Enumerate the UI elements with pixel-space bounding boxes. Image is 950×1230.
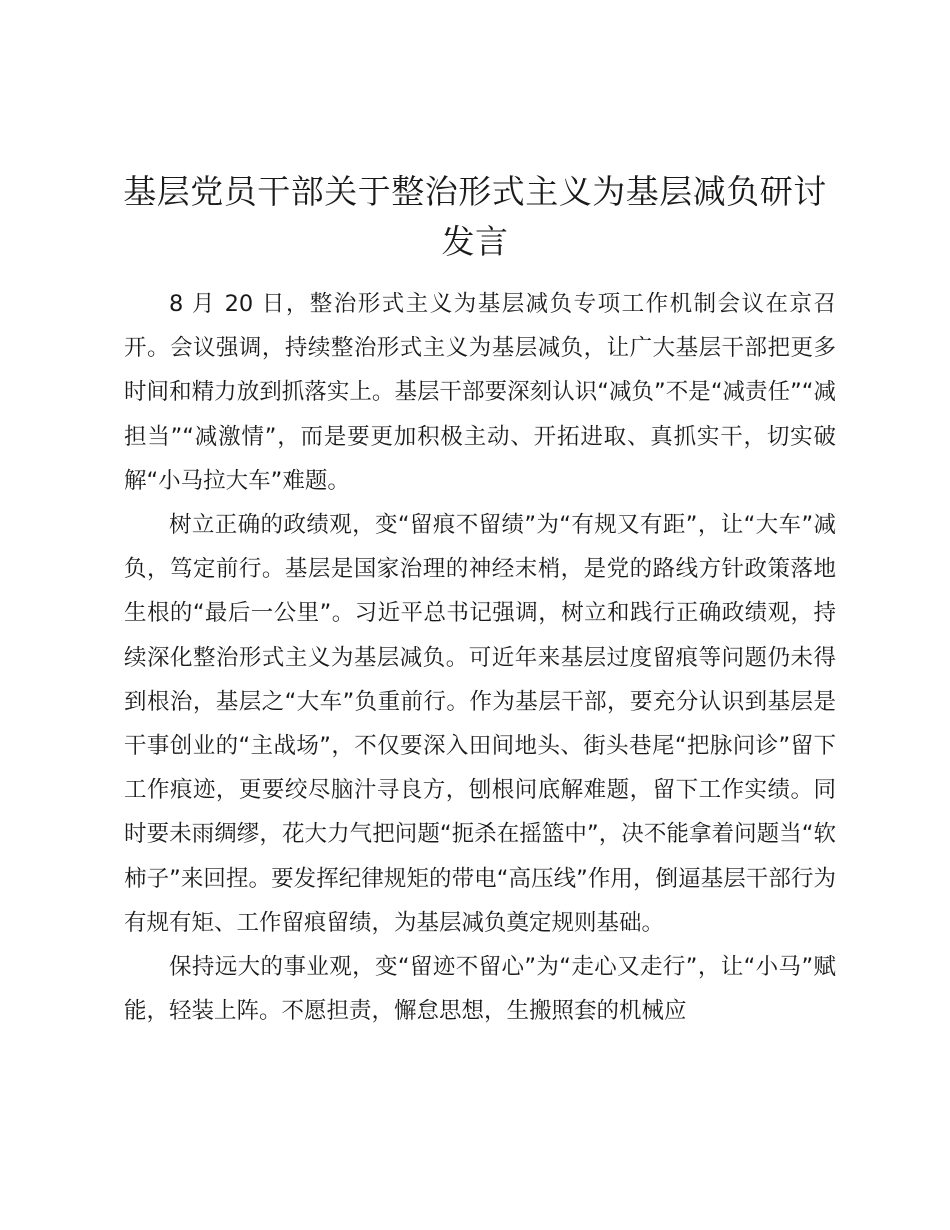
- paragraph-1: 8 月 20 日，整治形式主义为基层减负专项工作机制会议在京召开。会议强调，持续整治形式主义为基层减负，让广大基层干部把更多时间和精力放到抓落实上。基层干部要深刻认识“减负”不是“减责任”“减担当”“减激情”，而是要更加积极主动、开拓进取、真抓实干，切实破解“小马拉大车”难题。: [124, 291, 836, 494]
- document-title: 基层党员干部关于整治形式主义为基层减负研讨发言: [123, 172, 827, 261]
- document-body: [124, 282, 836, 1033]
- paragraph-3: 保持远大的事业观，变“留迹不留心”为“走心又走行”，让“小马”赋能，轻装上阵。不愿担责，懈怠思想，生搬照套的机械应: [124, 954, 836, 1025]
- paragraph-2: 树立正确的政绩观，变“留痕不留绩”为“有规又有距”，让“大车”减负，笃定前行。基层是国家治理的神经末梢，是党的路线方针政策落地生根的“最后一公里”。习近平总书记强调，树立和践行正确政绩观，持续深化整治形式主义为基层减负。可近年来基层过度留痕等问题仍未得到根治，基层之“大车”负重前行。作为基层干部，要充分认识到基层是干事创业的“主战场”，不仅要深入田间地头、街头巷尾“把脉问诊”留下工作痕迹，更要绞尽脑汁寻良方，刨根问底解难题，留下工作实绩。同时要未雨绸缪，花大力气把问题“扼杀在摇篮中”，决不能拿着问题当“软柿子”来回捏。要发挥纪律规矩的带电“高压线”作用，倒逼基层干部行为有规有矩、工作留痕留绩，为基层减负奠定规则基础。: [124, 512, 836, 936]
